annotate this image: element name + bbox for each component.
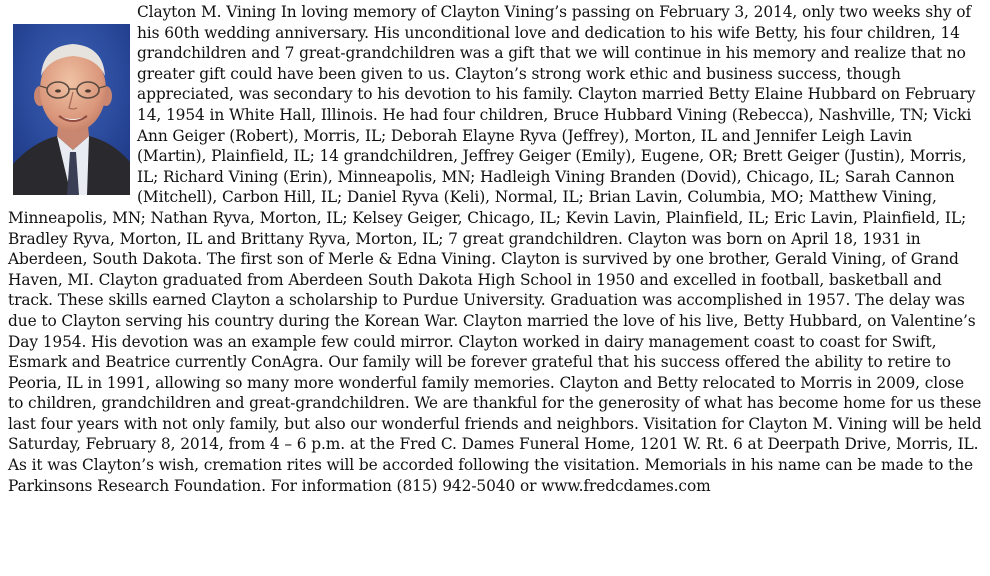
- portrait-illustration: [13, 24, 130, 195]
- obituary-text: Clayton M. Vining In loving memory of Clayton Vining’s passing on February 3, 2014, only two weeks shy of his 60th wedding anniversary. His unconditional love and dedication to his wife Betty, his four children, 14 grandchildren and 7 great-grandchildren was a gift that we will continue in his memory and realize that no greater gift could have been given to us. Clayton’s strong work ethic and business success, though appreciated, was secondary to his devotion to his family. Clayton married Betty Elaine Hubbard on February 14, 1954 in White Hall, Illinois. He had four children, Bruce Hubbard Vining (Rebecca), Nashville, TN; Vicki Ann Geiger (Robert), Morris, IL; Deborah Elayne Ryva (Jeffrey), Morton, IL and Jennifer Leigh Lavin (Martin), Plainfield, IL; 14 grandchildren, Jeffrey Geiger (Emily), Eugene, OR; Brett Geiger (Justin), Morris, IL; Richard Vining (Erin), Minneapolis, MN; Hadleigh Vining Branden (Dovid), Chicago, IL; Sarah Cannon (Mitchell), Carbon Hill, IL; Daniel Ryva (Keli), Normal, IL; Brian Lavin, Columbia, MO; Matthew Vining, Minneapolis, MN; Nathan Ryva, Morton, IL; Kelsey Geiger, Chicago, IL; Kevin Lavin, Plainfield, IL; Eric Lavin, Plainfield, IL; Bradley Ryva, Morton, IL and Brittany Ryva, Morton, IL; 7 great grandchildren. Clayton was born on April 18, 1931 in Aberdeen, South Dakota. The first son of Merle & Edna Vining. Clayton is survived by one brother, Gerald Vining, of Grand Haven, MI. Clayton graduated from Aberdeen South Dakota High School in 1950 and excelled in football, basketball and track. These skills earned Clayton a scholarship to Purdue University. Graduation was accomplished in 1957. The delay was due to Clayton serving his country during the Korean War. Clayton married the love of his live, Betty Hubbard, on Valentine’s Day 1954. His devotion was an example few could mirror. Clayton worked in dairy management coast to coast for Swift, Esmark and Beatrice currently ConAgra. Our family will be forever grateful that his success offered the ability to retire to Peoria, IL in 1991, allowing so many more wonderful family memories. Clayton and Betty relocated to Morris in 2009, close to children, grandchildren and great-grandchildren. We are thankful for the generosity of what has become home for us these last four years with not only family, but also our wonderful friends and neighbors. Visitation for Clayton M. Vining will be held Saturday, February 8, 2014, from 4 – 6 p.m. at the Fred C. Dames Funeral Home, 1201 W. Rt. 6 at Deerpath Drive, Morris, IL. As it was Clayton’s wish, cremation rites will be accorded following the visitation. Memorials in his name can be made to the Parkinsons Research Foundation. For information (815) 942-5040 or www.fredcdames.com: [8, 3, 982, 495]
- portrait-photo: [13, 24, 130, 195]
- obituary-article: [8, 2, 984, 496]
